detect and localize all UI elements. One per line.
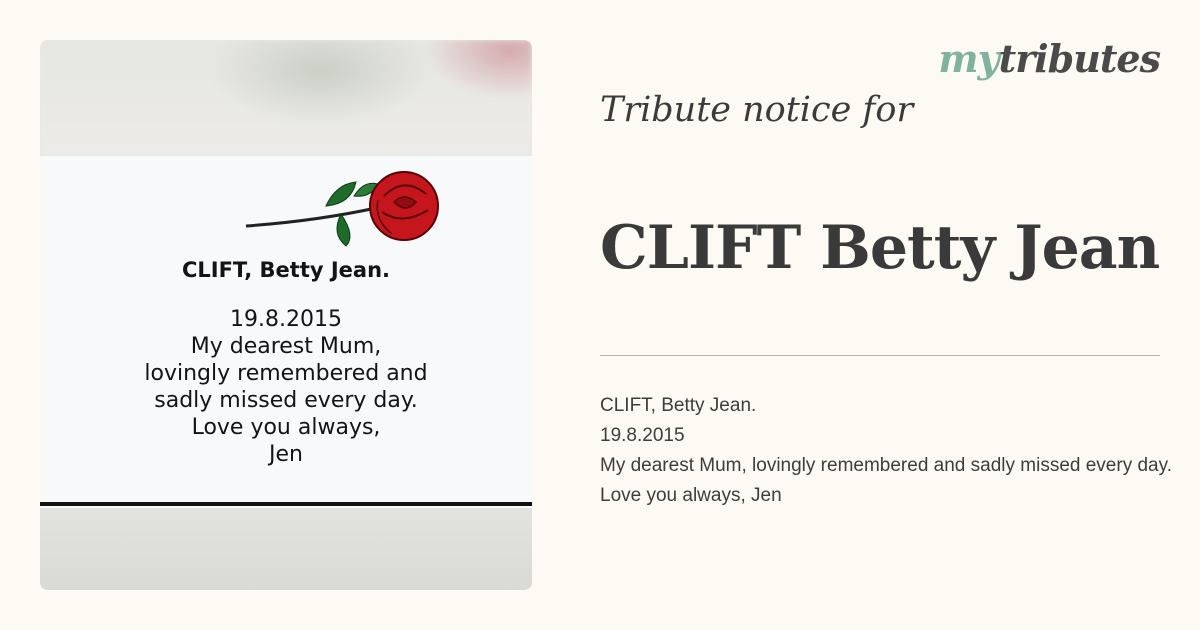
rose-icon — [206, 166, 446, 256]
brand-logo-tributes: tributes — [998, 36, 1160, 81]
notice-sheet — [40, 156, 532, 508]
notice-image-line: Love you always, — [191, 415, 381, 440]
tribute-kicker: Tribute notice for — [600, 90, 914, 130]
notice-image — [40, 40, 532, 590]
notice-image-name: CLIFT, Betty Jean. — [181, 258, 391, 282]
notice-image-body — [40, 306, 532, 468]
notice-image-line: Jen — [269, 442, 303, 467]
divider — [600, 355, 1160, 356]
notice-text-line: My dearest Mum, lovingly remembered and sadly missed every day. — [600, 455, 1172, 476]
notice-text-line: Love you always, Jen — [600, 485, 782, 506]
notice-text-line: CLIFT, Betty Jean. — [600, 395, 757, 416]
notice-image-line: sadly missed every day. — [154, 388, 418, 413]
image-blur-top — [40, 40, 532, 156]
notice-image-line: lovingly remembered and — [144, 361, 428, 386]
brand-logo — [938, 36, 1160, 81]
brand-logo-my: my — [938, 36, 999, 81]
notice-bottom-rule — [40, 502, 532, 506]
notice-image-line: 19.8.2015 — [230, 307, 342, 332]
notice-text-line: 19.8.2015 — [600, 425, 685, 446]
deceased-name: CLIFT Betty Jean — [600, 213, 1160, 283]
notice-image-line: My dearest Mum, — [190, 334, 382, 359]
image-blur-bottom — [40, 508, 532, 590]
notice-text — [600, 391, 1180, 511]
